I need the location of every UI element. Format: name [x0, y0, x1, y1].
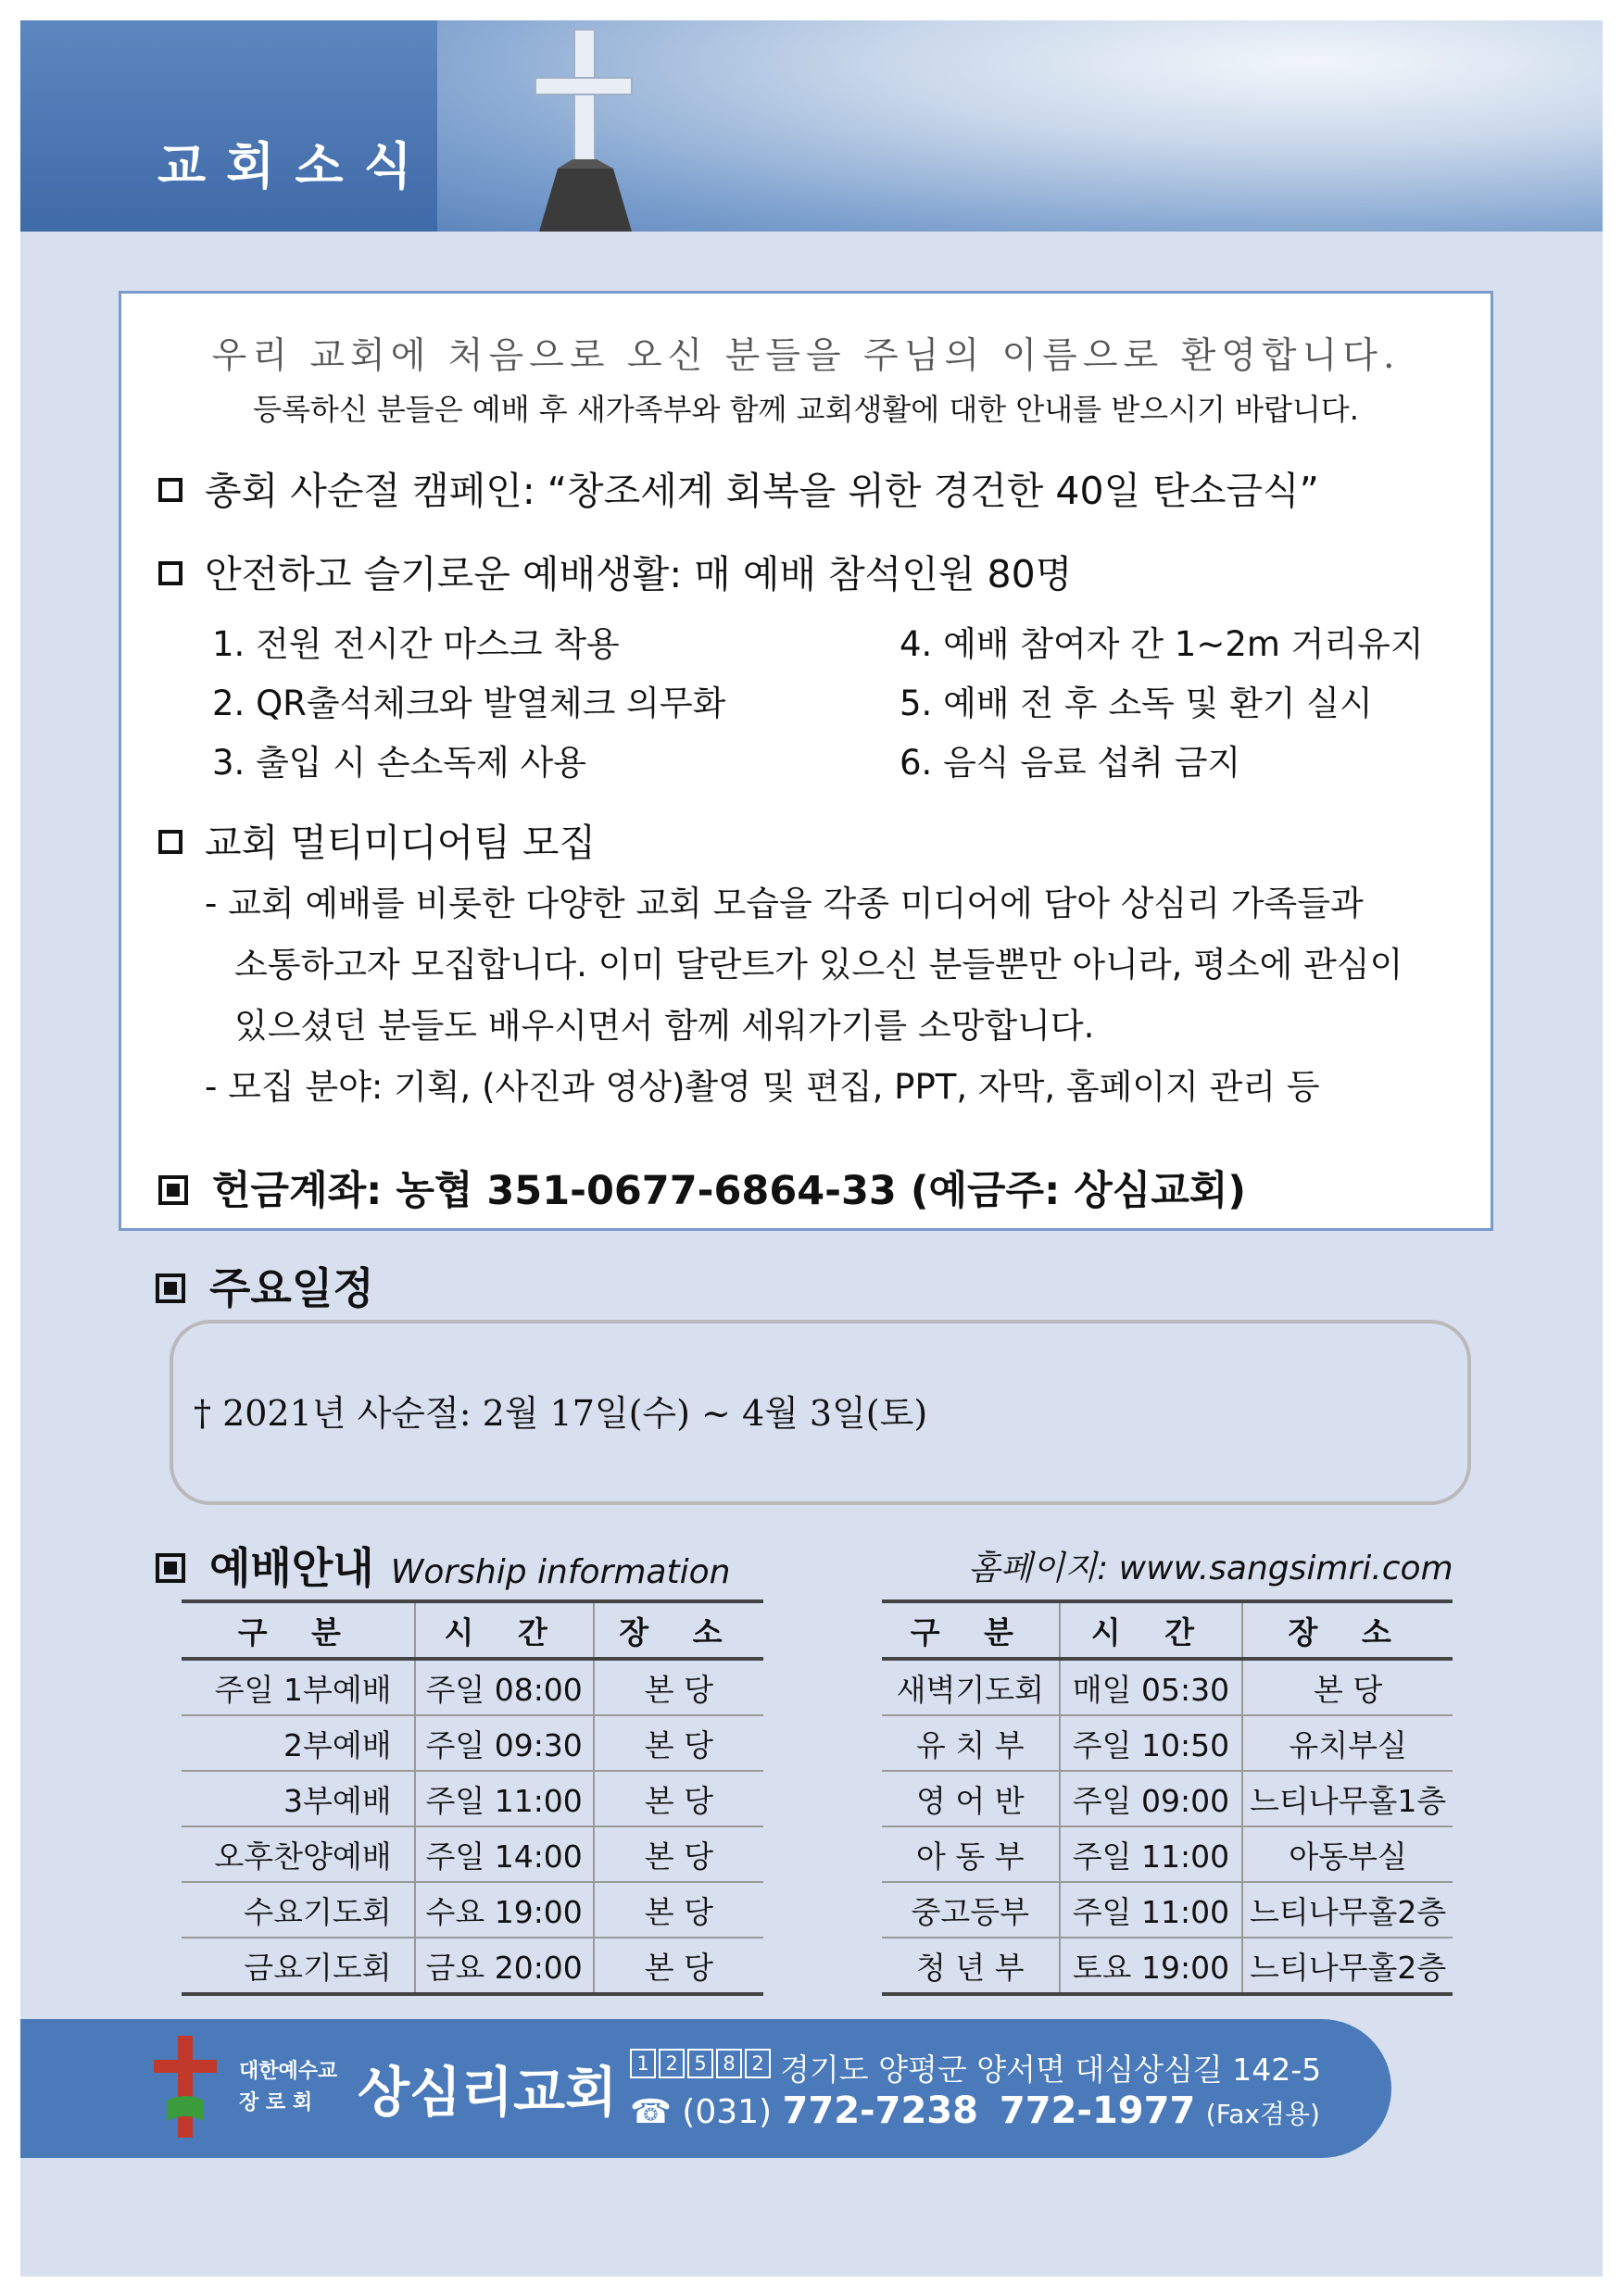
filled-square-icon: [156, 1553, 185, 1583]
col-header: 장 소: [1242, 1601, 1453, 1659]
safety-rule: 2. QR출석체크와 발열체크 의무화: [212, 684, 726, 723]
table-row: 영 어 반 주일 09:00 느티나무홀1층: [882, 1771, 1453, 1826]
worship-heading: 예배안내 Worship information: [156, 1535, 730, 1596]
media-description: - 교회 예배를 비롯한 다양한 교회 모습을 각종 미디어에 담아 상심리 가족들과 소통하고자 모집합니다. 이미 달란트가 있으신 분들뿐만 아니라, 평소에 관심이 있으셨던 분들도 배우시면서 함께 세워가기를 소망합니다. - 모집 분야: 기획, (사진과 영상)촬영 및 편집, PPT, 자막, 홈페이지 관리 등: [205, 884, 1403, 1107]
table-row: 금요기도회 금요 20:00 본 당: [182, 1938, 763, 1994]
media-title: 교회 멀티미디어팀 모집: [205, 821, 597, 865]
campaign-text: 총회 사순절 캠페인: “창조세계 회복을 위한 경건한 40일 탄소금식”: [205, 469, 1319, 513]
media-item: [158, 812, 596, 867]
checkbox-square-icon: [158, 830, 182, 854]
table-row: 오후찬양예배 주일 14:00 본 당: [182, 1826, 763, 1882]
worship-table-right: [882, 1600, 1453, 1996]
col-header: 구 분: [182, 1601, 415, 1659]
offering-account: 헌금계좌: 농협 351-0677-6864-33 (예금주: 상심교회): [158, 1160, 1246, 1216]
col-header: 시 간: [415, 1601, 594, 1659]
church-logo-cross-icon: [148, 2036, 222, 2138]
col-header: 장 소: [594, 1601, 763, 1659]
denomination: 대한예수교 장 로 회: [239, 2060, 338, 2114]
safety-rule: 6. 음식 음료 섭취 금지: [900, 743, 1241, 783]
church-name: 상심리교회: [358, 2061, 618, 2124]
schedule-item: † 2021년 사순절: 2월 17일(수) ~ 4월 3일(토): [194, 1393, 928, 1434]
checkbox-square-icon: [158, 561, 182, 585]
worship-table-left: [182, 1600, 763, 1996]
table-row: 새벽기도회 매일 05:30 본 당: [882, 1659, 1453, 1715]
phone-numbers: ☎ (031) 772-7238 772-1977 (Fax겸용): [630, 2089, 1320, 2132]
media-fields: - 모집 분야: 기획, (사진과 영상)촬영 및 편집, PPT, 자막, 홈페이지 관리 등: [205, 1067, 1320, 1107]
church-spire-cross-icon: [493, 20, 697, 232]
page-title: 교회소식: [157, 137, 433, 195]
schedule-heading: 주요일정: [156, 1255, 374, 1316]
table-row: 청 년 부 토요 19:00 느티나무홀2층: [882, 1938, 1453, 1994]
table-row: 주일 1부예배 주일 08:00 본 당: [182, 1659, 763, 1715]
postal-code: 1 2 5 8 2: [630, 2049, 771, 2078]
safety-rule: 5. 예배 전 후 소독 및 환기 실시: [900, 684, 1373, 723]
church-address: 경기도 양평군 양서면 대심상심길 142-5: [780, 2051, 1322, 2088]
table-row: 3부예배 주일 11:00 본 당: [182, 1771, 763, 1826]
col-header: 구 분: [882, 1601, 1060, 1659]
table-row: 아 동 부 주일 11:00 아동부실: [882, 1826, 1453, 1882]
schedule-box: [170, 1320, 1471, 1505]
header-banner: [20, 20, 1603, 232]
phone-icon: ☎ (031): [630, 2093, 773, 2131]
registration-note: 등록하신 분들은 예배 후 새가족부와 함께 교회생활에 대한 안내를 받으시기 바랍니다.: [253, 392, 1359, 427]
table-row: 유 치 부 주일 10:50 유치부실: [882, 1715, 1453, 1771]
safety-item: [158, 544, 1072, 598]
safety-rule: 3. 출입 시 손소독제 사용: [212, 743, 587, 783]
homepage-link[interactable]: 홈페이지: www.sangsimri.com: [968, 1549, 1453, 1587]
filled-square-icon: [156, 1273, 185, 1303]
announcement-box: [119, 291, 1493, 1231]
safety-title: 안전하고 슬기로운 예배생활: 매 예배 참석인원 80명: [205, 552, 1073, 596]
table-row: 2부예배 주일 09:30 본 당: [182, 1715, 763, 1771]
safety-rule: 4. 예배 참여자 간 1~2m 거리유지: [900, 624, 1424, 664]
header-title-panel: [20, 20, 437, 232]
table-row: 수요기도회 수요 19:00 본 당: [182, 1882, 763, 1938]
filled-square-icon: [158, 1175, 188, 1205]
worship-subtitle: Worship information: [390, 1553, 731, 1591]
checkbox-square-icon: [158, 478, 182, 502]
safety-rule: 1. 전원 전시간 마스크 착용: [212, 624, 620, 664]
col-header: 시 간: [1060, 1601, 1243, 1659]
campaign-item: [158, 460, 1319, 515]
welcome-message: 우리 교회에 처음으로 오신 분들을 주님의 이름으로 환영합니다.: [211, 335, 1401, 377]
table-row: 중고등부 주일 11:00 느티나무홀2층: [882, 1882, 1453, 1938]
